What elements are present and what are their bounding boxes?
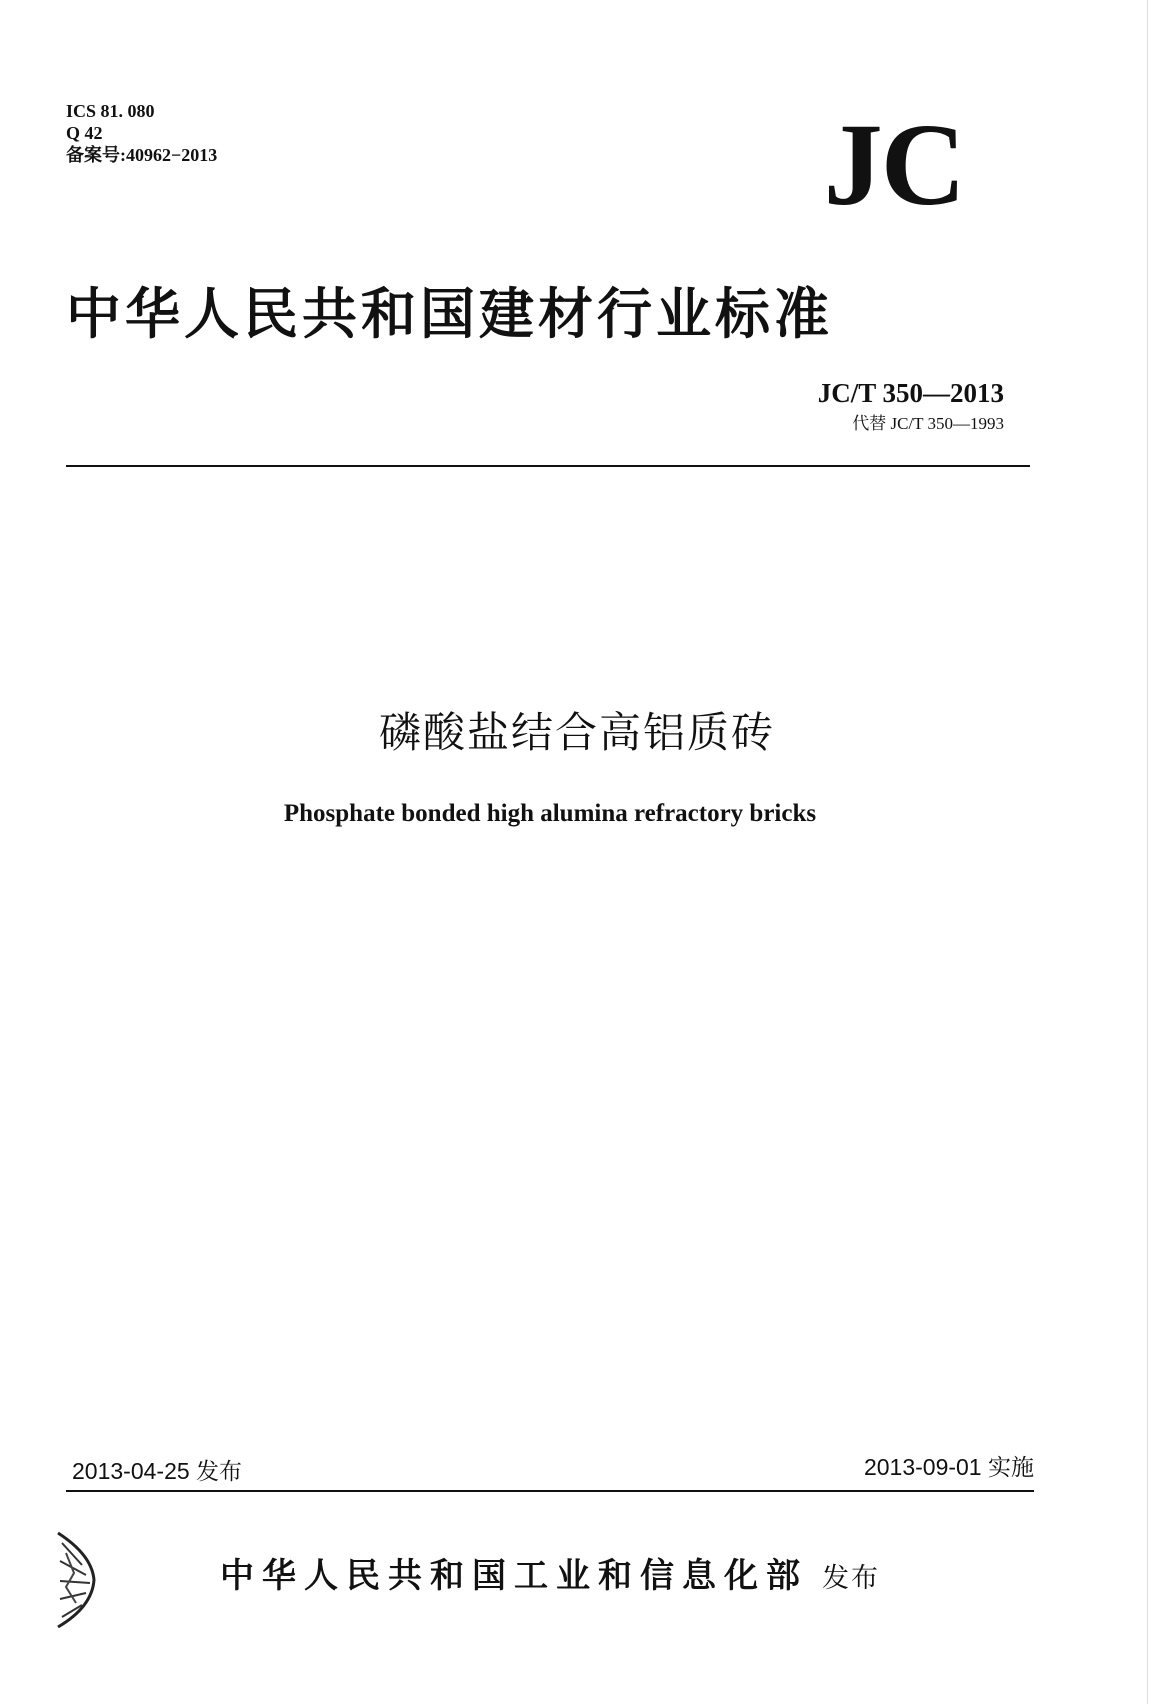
seal-icon bbox=[52, 1525, 100, 1635]
issue-date: 2013-04-25 发布 bbox=[72, 1458, 243, 1484]
ics-code: ICS 81. 080 bbox=[66, 101, 155, 121]
standard-code: JC/T 350—2013 bbox=[817, 378, 1004, 408]
code-block bbox=[818, 378, 1004, 434]
page-edge bbox=[1147, 0, 1154, 1704]
document-title-en: Phosphate bonded high alumina refractory bricks bbox=[283, 800, 817, 827]
implementation-date: 2013-09-01 实施 bbox=[863, 1454, 1034, 1480]
issuer-name: 中华人民共和国工业和信息化部 bbox=[220, 1556, 808, 1596]
bottom-divider bbox=[66, 1490, 1034, 1492]
classification-block bbox=[66, 100, 217, 166]
standard-title: 中华人民共和国建材行业标准 bbox=[66, 282, 834, 346]
class-code: Q 42 bbox=[66, 123, 103, 143]
jc-logo: JC bbox=[823, 99, 964, 230]
top-divider bbox=[66, 465, 1030, 467]
replaces-code: 代替 JC/T 350—1993 bbox=[852, 414, 1004, 433]
issuer bbox=[220, 1548, 880, 1597]
issuer-verb: 发布 bbox=[822, 1563, 880, 1594]
record-number: 备案号:40962−2013 bbox=[66, 145, 218, 165]
document-title-cn: 磷酸盐结合高铝质砖 bbox=[378, 708, 775, 757]
